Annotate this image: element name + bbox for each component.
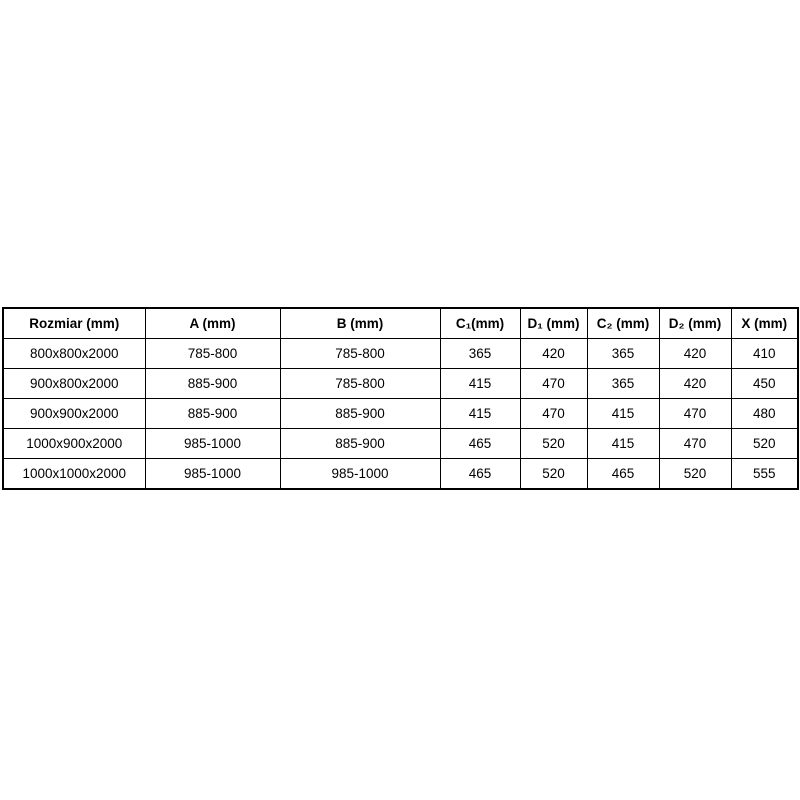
table-cell: 985-1000 xyxy=(280,459,440,490)
table-cell: 465 xyxy=(440,429,520,459)
table-cell: 365 xyxy=(587,339,659,369)
table-cell: 450 xyxy=(731,369,798,399)
table-cell: 480 xyxy=(731,399,798,429)
column-header-d1: D₁ (mm) xyxy=(520,308,587,339)
table-cell: 555 xyxy=(731,459,798,490)
table-cell: 415 xyxy=(587,399,659,429)
table-cell: 885-900 xyxy=(280,399,440,429)
header-row xyxy=(3,308,798,339)
column-header-a: A (mm) xyxy=(145,308,280,339)
table-cell: 365 xyxy=(587,369,659,399)
table-cell: 420 xyxy=(659,339,731,369)
table-cell: 800x800x2000 xyxy=(3,339,145,369)
table-row xyxy=(3,459,798,490)
table-cell: 415 xyxy=(587,429,659,459)
table-cell: 985-1000 xyxy=(145,429,280,459)
column-header-b: B (mm) xyxy=(280,308,440,339)
table-cell: 520 xyxy=(520,429,587,459)
table-cell: 885-900 xyxy=(145,399,280,429)
table-cell: 520 xyxy=(520,459,587,490)
table-cell: 785-800 xyxy=(280,339,440,369)
column-header-d2: D₂ (mm) xyxy=(659,308,731,339)
table-cell: 420 xyxy=(520,339,587,369)
column-header-c1: C₁(mm) xyxy=(440,308,520,339)
table-row xyxy=(3,339,798,369)
column-header-c2: C₂ (mm) xyxy=(587,308,659,339)
table-cell: 410 xyxy=(731,339,798,369)
table-cell: 420 xyxy=(659,369,731,399)
table-cell: 415 xyxy=(440,369,520,399)
column-header-x: X (mm) xyxy=(731,308,798,339)
table-row xyxy=(3,399,798,429)
table-cell: 785-800 xyxy=(145,339,280,369)
table-cell: 520 xyxy=(731,429,798,459)
table-cell: 1000x1000x2000 xyxy=(3,459,145,490)
table-cell: 1000x900x2000 xyxy=(3,429,145,459)
table-cell: 900x900x2000 xyxy=(3,399,145,429)
table-cell: 415 xyxy=(440,399,520,429)
table-cell: 985-1000 xyxy=(145,459,280,490)
table-cell: 885-900 xyxy=(280,429,440,459)
table-cell: 520 xyxy=(659,459,731,490)
column-header-rozmiar: Rozmiar (mm) xyxy=(3,308,145,339)
table-cell: 900x800x2000 xyxy=(3,369,145,399)
size-dimensions-table xyxy=(2,307,799,490)
table-cell: 470 xyxy=(520,399,587,429)
table-cell: 465 xyxy=(587,459,659,490)
table-cell: 885-900 xyxy=(145,369,280,399)
table-cell: 785-800 xyxy=(280,369,440,399)
table-cell: 365 xyxy=(440,339,520,369)
table-cell: 470 xyxy=(659,429,731,459)
table-row xyxy=(3,429,798,459)
table-cell: 470 xyxy=(659,399,731,429)
table-cell: 465 xyxy=(440,459,520,490)
table-row xyxy=(3,369,798,399)
table-cell: 470 xyxy=(520,369,587,399)
